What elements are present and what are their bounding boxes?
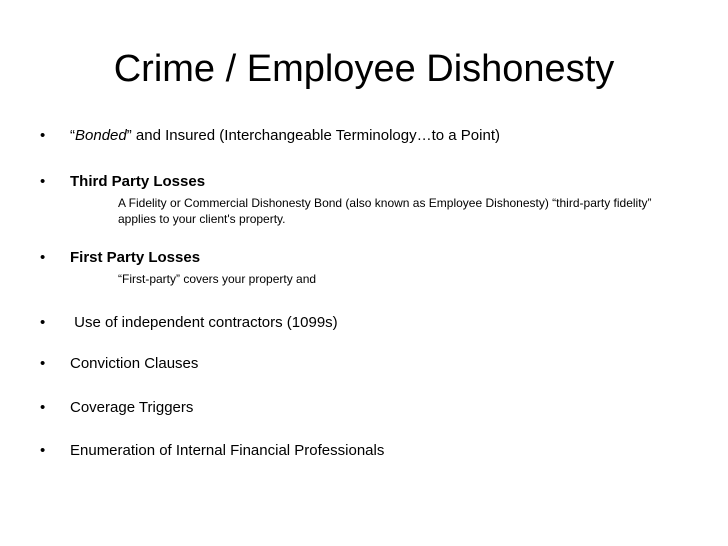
item-label: First Party Losses — [70, 249, 201, 266]
bullet-icon: • — [40, 355, 46, 372]
slide-title: Crime / Employee Dishonesty — [113, 48, 615, 90]
item-label: Coverage Triggers — [70, 399, 194, 416]
bullet-icon: • — [40, 399, 46, 416]
emphasis-bonded: Bonded — [75, 127, 127, 144]
open-quote: “ — [70, 127, 75, 144]
sub-item-third-party: A Fidelity or Commercial Dishonesty Bond (also known as Employee Dishonesty) “third-party fidelity” applies to your client's property. — [118, 196, 652, 226]
bullet-icon: • — [40, 127, 46, 144]
bullet-icon: • — [40, 442, 46, 459]
item-label: Conviction Clauses — [70, 355, 199, 372]
bullet-icon: • — [40, 314, 46, 331]
item-text — [70, 126, 690, 146]
item-label: Third Party Losses — [70, 173, 206, 190]
sub-item-first-party: “First-party” covers your property and — [118, 272, 317, 286]
bullet-icon: • — [40, 249, 46, 266]
bullet-icon: • — [40, 173, 46, 190]
item-label: Enumeration of Internal Financial Professionals — [70, 442, 385, 459]
item-rest: ” and Insured (Interchangeable Terminology…to a Point) — [126, 127, 500, 144]
item-label: Use of independent contractors (1099s) — [70, 314, 338, 331]
